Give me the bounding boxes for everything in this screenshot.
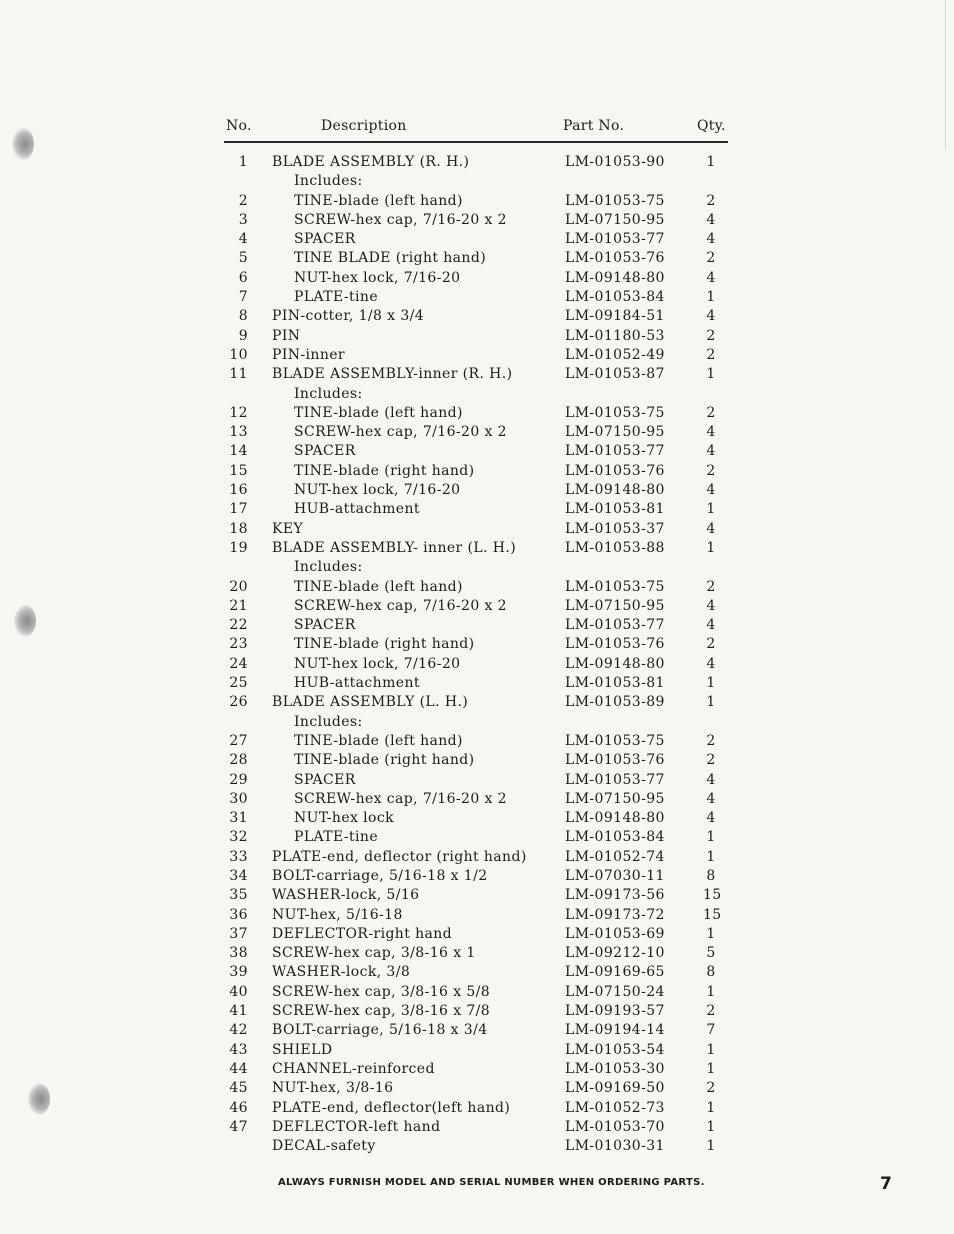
item-description: WASHER-lock, 3/8 [272, 964, 411, 981]
item-part-number: LM-09148-80 [565, 655, 665, 672]
item-part-number: LM-09194-14 [565, 1022, 665, 1039]
table-row [0, 1022, 954, 1041]
item-quantity: 4 [706, 617, 716, 634]
item-quantity: 7 [706, 1022, 716, 1039]
page-number: 7 [880, 1174, 892, 1194]
item-number: 7 [238, 289, 248, 306]
item-description: Includes: [294, 559, 363, 576]
item-description: PIN-cotter, 1/8 x 3/4 [272, 308, 425, 325]
item-part-number: LM-01053-75 [565, 404, 665, 421]
item-number: 34 [229, 867, 248, 884]
item-number: 47 [229, 1118, 248, 1135]
item-part-number: LM-09148-80 [565, 269, 665, 286]
item-description: TINE-blade (right hand) [294, 636, 475, 653]
table-row [0, 849, 954, 868]
column-header-no: No. [226, 118, 252, 134]
item-number: 3 [238, 211, 248, 228]
item-quantity: 2 [706, 346, 716, 363]
table-row [0, 366, 954, 385]
item-part-number: LM-01053-77 [565, 771, 665, 788]
item-part-number: LM-01053-69 [565, 925, 665, 942]
table-row [0, 733, 954, 752]
item-part-number: LM-09173-72 [565, 906, 665, 923]
item-number: 44 [229, 1060, 248, 1077]
item-part-number: LM-01053-81 [565, 675, 665, 692]
item-number: 4 [238, 231, 248, 248]
item-part-number: LM-01053-77 [565, 231, 665, 248]
item-number: 35 [229, 887, 248, 904]
item-part-number: LM-09173-56 [565, 887, 665, 904]
table-row [0, 810, 954, 829]
table-row [0, 984, 954, 1003]
item-description: NUT-hex lock, 7/16-20 [294, 482, 461, 499]
item-quantity: 8 [706, 867, 716, 884]
item-number: 33 [229, 848, 248, 865]
item-number: 37 [229, 925, 248, 942]
item-number: 28 [229, 752, 248, 769]
table-row [0, 829, 954, 848]
table-row [0, 173, 954, 192]
table-row [0, 424, 954, 443]
item-number: 6 [238, 269, 248, 286]
item-part-number: LM-07150-95 [565, 790, 665, 807]
item-quantity: 4 [706, 269, 716, 286]
item-part-number: LM-01053-89 [565, 694, 665, 711]
item-number: 15 [229, 462, 248, 479]
item-number: 10 [229, 346, 248, 363]
item-part-number: LM-01053-76 [565, 250, 665, 267]
table-row [0, 598, 954, 617]
item-part-number: LM-01053-75 [565, 732, 665, 749]
item-part-number: LM-09148-80 [565, 482, 665, 499]
item-description: BLADE ASSEMBLY (R. H.) [272, 154, 470, 170]
item-part-number: LM-09193-57 [565, 1003, 665, 1020]
page-edge-mark [945, 0, 946, 150]
item-number: 43 [229, 1041, 248, 1058]
table-row [0, 250, 954, 269]
item-number: 20 [229, 578, 248, 595]
item-description: NUT-hex lock [294, 810, 394, 827]
item-part-number: LM-01030-31 [565, 1138, 665, 1155]
item-part-number: LM-07150-95 [565, 597, 665, 614]
item-number: 9 [238, 327, 248, 344]
table-row [0, 1061, 954, 1080]
item-part-number: LM-07030-11 [565, 867, 665, 884]
item-number: 17 [229, 501, 248, 518]
column-header-part-no: Part No. [563, 118, 625, 134]
item-quantity: 4 [706, 810, 716, 827]
item-quantity: 2 [706, 192, 716, 209]
item-description: KEY [272, 520, 304, 537]
item-description: TINE BLADE (right hand) [294, 250, 487, 267]
item-number: 40 [229, 983, 248, 1000]
item-quantity: 5 [706, 945, 716, 962]
footer-note: ALWAYS FURNISH MODEL AND SERIAL NUMBER WHEN ORDERING PARTS. [278, 1177, 705, 1188]
item-part-number: LM-07150-24 [565, 983, 665, 1000]
item-quantity: 1 [706, 1118, 716, 1135]
table-row [0, 791, 954, 810]
item-part-number: LM-01053-75 [565, 192, 665, 209]
item-number: 25 [229, 675, 248, 692]
item-quantity: 2 [706, 462, 716, 479]
item-quantity: 1 [706, 154, 716, 170]
item-description: TINE-blade (left hand) [294, 578, 463, 595]
item-description: SHIELD [272, 1041, 333, 1058]
item-number: 26 [229, 694, 248, 711]
item-description: WASHER-lock, 5/16 [272, 887, 420, 904]
item-number: 21 [229, 597, 248, 614]
item-number: 46 [229, 1099, 248, 1116]
table-row [0, 926, 954, 945]
item-quantity: 4 [706, 231, 716, 248]
item-description: SPACER [294, 771, 356, 788]
item-number: 31 [229, 810, 248, 827]
item-number: 32 [229, 829, 248, 846]
table-row [0, 443, 954, 462]
table-row [0, 482, 954, 501]
table-row [0, 1100, 954, 1119]
item-quantity: 4 [706, 655, 716, 672]
item-description: DEFLECTOR-right hand [272, 925, 453, 942]
item-number: 23 [229, 636, 248, 653]
table-row [0, 1003, 954, 1022]
item-part-number: LM-01053-88 [565, 539, 665, 556]
table-row [0, 463, 954, 482]
item-number: 13 [229, 424, 248, 441]
item-quantity: 8 [706, 964, 716, 981]
item-quantity: 1 [706, 289, 716, 306]
item-description: SCREW-hex cap, 3/8-16 x 1 [272, 945, 476, 962]
item-part-number: LM-01053-90 [565, 154, 665, 170]
table-row [0, 714, 954, 733]
item-quantity: 2 [706, 636, 716, 653]
item-description: PLATE-tine [294, 829, 379, 846]
item-quantity: 1 [706, 694, 716, 711]
item-part-number: LM-01052-73 [565, 1099, 665, 1116]
item-part-number: LM-07150-95 [565, 424, 665, 441]
table-row [0, 945, 954, 964]
item-description: BOLT-carriage, 5/16-18 x 3/4 [272, 1022, 488, 1039]
table-row [0, 1042, 954, 1061]
table-row [0, 308, 954, 327]
item-number: 5 [238, 250, 248, 267]
item-part-number: LM-09212-10 [565, 945, 665, 962]
table-row [0, 907, 954, 926]
item-part-number: LM-01053-70 [565, 1118, 665, 1135]
item-description: SCREW-hex cap, 7/16-20 x 2 [294, 424, 507, 441]
item-description: BOLT-carriage, 5/16-18 x 1/2 [272, 867, 488, 884]
table-row [0, 579, 954, 598]
item-quantity: 2 [706, 250, 716, 267]
item-description: BLADE ASSEMBLY- inner (L. H.) [272, 539, 517, 556]
item-part-number: LM-01053-54 [565, 1041, 665, 1058]
item-quantity: 1 [706, 983, 716, 1000]
table-row [0, 887, 954, 906]
item-part-number: LM-01053-76 [565, 636, 665, 653]
item-quantity: 1 [706, 925, 716, 942]
table-row [0, 328, 954, 347]
item-quantity: 2 [706, 1080, 716, 1097]
item-number: 1 [238, 154, 248, 170]
item-description: Includes: [294, 173, 363, 190]
item-description: TINE-blade (right hand) [294, 752, 475, 769]
table-row [0, 772, 954, 791]
item-part-number: LM-01053-87 [565, 366, 665, 383]
table-row [0, 1138, 954, 1157]
table-row [0, 540, 954, 559]
table-row [0, 154, 954, 173]
item-part-number: LM-01053-37 [565, 520, 665, 537]
item-description: PLATE-tine [294, 289, 379, 306]
item-description: HUB-attachment [294, 501, 420, 518]
table-row [0, 559, 954, 578]
item-quantity: 4 [706, 790, 716, 807]
item-quantity: 1 [706, 829, 716, 846]
item-quantity: 1 [706, 501, 716, 518]
item-number: 18 [229, 520, 248, 537]
item-description: SCREW-hex cap, 7/16-20 x 2 [294, 597, 507, 614]
table-row [0, 521, 954, 540]
item-quantity: 1 [706, 1041, 716, 1058]
item-part-number: LM-01053-76 [565, 462, 665, 479]
item-number: 24 [229, 655, 248, 672]
header-divider [224, 141, 728, 143]
item-number: 30 [229, 790, 248, 807]
item-description: SCREW-hex cap, 7/16-20 x 2 [294, 790, 507, 807]
item-number: 42 [229, 1022, 248, 1039]
item-quantity: 15 [703, 906, 722, 923]
table-row [0, 752, 954, 771]
item-quantity: 4 [706, 482, 716, 499]
item-quantity: 2 [706, 404, 716, 421]
table-row [0, 1119, 954, 1138]
item-description: Includes: [294, 385, 363, 402]
item-quantity: 2 [706, 752, 716, 769]
item-quantity: 1 [706, 366, 716, 383]
table-row [0, 347, 954, 366]
item-description: SCREW-hex cap, 7/16-20 x 2 [294, 211, 507, 228]
item-description: PLATE-end, deflector (right hand) [272, 848, 527, 865]
item-part-number: LM-01053-84 [565, 829, 665, 846]
table-row [0, 405, 954, 424]
item-description: NUT-hex, 5/16-18 [272, 906, 403, 923]
item-number: 41 [229, 1003, 248, 1020]
item-quantity: 2 [706, 327, 716, 344]
table-row [0, 617, 954, 636]
item-part-number: LM-01052-74 [565, 848, 665, 865]
item-description: SCREW-hex cap, 3/8-16 x 7/8 [272, 1003, 491, 1020]
item-number: 2 [238, 192, 248, 209]
item-part-number: LM-01052-49 [565, 346, 665, 363]
item-number: 38 [229, 945, 248, 962]
item-part-number: LM-01053-75 [565, 578, 665, 595]
item-part-number: LM-01053-81 [565, 501, 665, 518]
item-description: SPACER [294, 443, 356, 460]
item-number: 22 [229, 617, 248, 634]
item-description: NUT-hex, 3/8-16 [272, 1080, 394, 1097]
table-row [0, 694, 954, 713]
column-header-description: Description [321, 118, 407, 134]
item-quantity: 4 [706, 597, 716, 614]
item-quantity: 4 [706, 771, 716, 788]
table-row [0, 1080, 954, 1099]
item-part-number: LM-09169-65 [565, 964, 665, 981]
item-number: 8 [238, 308, 248, 325]
item-quantity: 1 [706, 1060, 716, 1077]
item-part-number: LM-01053-76 [565, 752, 665, 769]
item-description: SPACER [294, 231, 356, 248]
item-description: NUT-hex lock, 7/16-20 [294, 655, 461, 672]
item-number: 11 [229, 366, 248, 383]
table-row [0, 386, 954, 405]
item-number: 14 [229, 443, 248, 460]
item-quantity: 2 [706, 732, 716, 749]
item-description: DEFLECTOR-left hand [272, 1118, 441, 1135]
table-row [0, 231, 954, 250]
item-number: 19 [229, 539, 248, 556]
item-quantity: 1 [706, 539, 716, 556]
item-number: 29 [229, 771, 248, 788]
item-part-number: LM-09169-50 [565, 1080, 665, 1097]
item-number: 45 [229, 1080, 248, 1097]
item-part-number: LM-01180-53 [565, 327, 665, 344]
item-quantity: 4 [706, 211, 716, 228]
item-quantity: 2 [706, 1003, 716, 1020]
table-row [0, 636, 954, 655]
item-description: SCREW-hex cap, 3/8-16 x 5/8 [272, 983, 491, 1000]
item-part-number: LM-01053-30 [565, 1060, 665, 1077]
column-header-qty: Qty. [697, 118, 726, 134]
item-quantity: 2 [706, 578, 716, 595]
item-part-number: LM-01053-84 [565, 289, 665, 306]
item-description: NUT-hex lock, 7/16-20 [294, 269, 461, 286]
item-description: CHANNEL-reinforced [272, 1060, 435, 1077]
parts-table [0, 154, 954, 1157]
item-quantity: 4 [706, 520, 716, 537]
item-number: 36 [229, 906, 248, 923]
table-row [0, 270, 954, 289]
item-quantity: 4 [706, 308, 716, 325]
item-description: TINE-blade (left hand) [294, 192, 463, 209]
table-row [0, 501, 954, 520]
table-row [0, 289, 954, 308]
item-description: PLATE-end, deflector(left hand) [272, 1099, 511, 1116]
item-part-number: LM-09184-51 [565, 308, 665, 325]
item-quantity: 1 [706, 1099, 716, 1116]
item-description: BLADE ASSEMBLY (L. H.) [272, 694, 469, 711]
item-quantity: 1 [706, 848, 716, 865]
table-row [0, 212, 954, 231]
item-quantity: 4 [706, 443, 716, 460]
table-row [0, 193, 954, 212]
item-quantity: 1 [706, 675, 716, 692]
item-description: BLADE ASSEMBLY-inner (R. H.) [272, 366, 513, 383]
item-part-number: LM-07150-95 [565, 211, 665, 228]
item-description: TINE-blade (left hand) [294, 732, 463, 749]
item-number: 12 [229, 404, 248, 421]
item-part-number: LM-01053-77 [565, 617, 665, 634]
table-row [0, 675, 954, 694]
item-description: PIN [272, 327, 301, 344]
item-quantity: 15 [703, 887, 722, 904]
item-description: TINE-blade (left hand) [294, 404, 463, 421]
item-description: Includes: [294, 713, 363, 730]
item-description: TINE-blade (right hand) [294, 462, 475, 479]
item-number: 27 [229, 732, 248, 749]
item-quantity: 1 [706, 1138, 716, 1155]
item-quantity: 4 [706, 424, 716, 441]
item-number: 39 [229, 964, 248, 981]
item-description: HUB-attachment [294, 675, 420, 692]
item-part-number: LM-09148-80 [565, 810, 665, 827]
item-description: PIN-inner [272, 346, 346, 363]
table-row [0, 656, 954, 675]
item-number: 16 [229, 482, 248, 499]
table-row [0, 964, 954, 983]
table-row [0, 868, 954, 887]
item-description: DECAL-safety [272, 1138, 376, 1155]
item-part-number: LM-01053-77 [565, 443, 665, 460]
item-description: SPACER [294, 617, 356, 634]
